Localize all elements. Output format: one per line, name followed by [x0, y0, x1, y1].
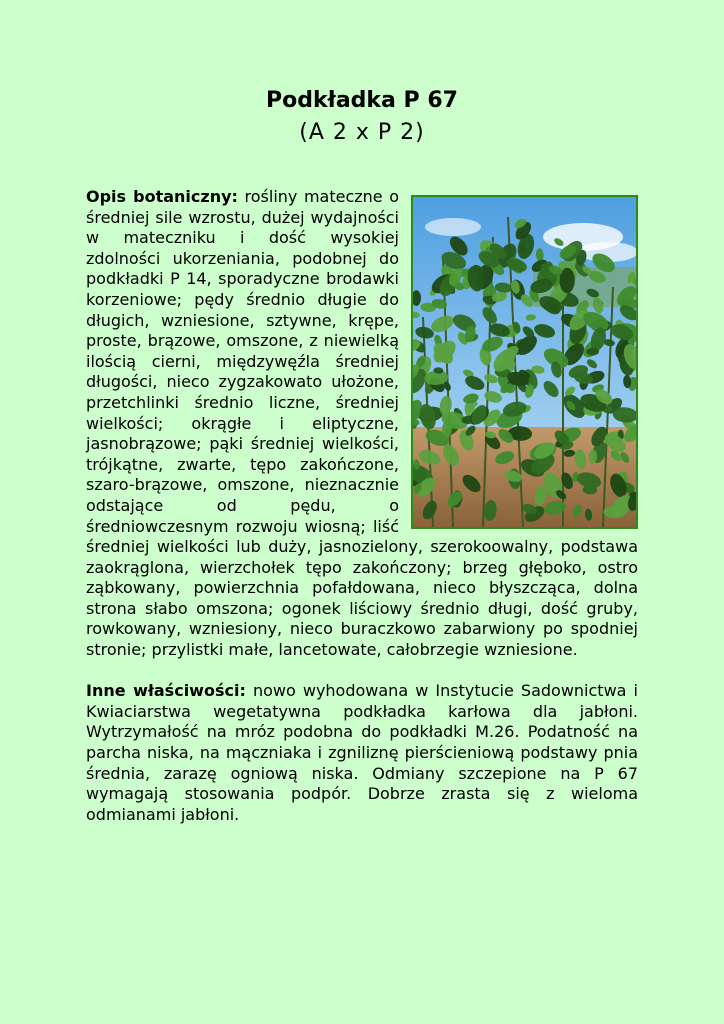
page-subtitle: (A 2 x P 2) — [299, 120, 425, 145]
page-title: Podkładka P 67 — [266, 88, 458, 113]
other-text: nowo wyhodowana w Instytucie Sadownictwa i Kwiaciarstwa wegetatywna podkładka karłowa dla jabłoni. Wytrzymałość na mróz podobna do podkładki M.26. Podatność na parcha niska, na mączniaka i zgniliznę pierścieniową podstawy pnia średnia, zarazę ogniową niska. Odmiany szczepione na P 67 wymagają stosowania podpór. Dobrze zrasta się z wieloma odmianami jabłoni. — [86, 681, 639, 824]
plant-photo-image — [413, 197, 636, 527]
other-label: Inne właściwości: — [86, 681, 246, 701]
botanical-text: rośliny mateczne o średniej sile wzrostu, dużej wydajności w mateczniku i dość wysokiej zdolności ukorzeniania, podobnej do podkładki P 14, sporadyczne brodawki korzeniowe; pędy średnio długie do długich, wzniesione, sztywne, krępe, proste, brązowe, omszone, z niewielką ilością cierni, międzywęźla średniej długości, nieco zygzakowato ułożone, przetchlinki średnio liczne, średniej wielkości; okrągłe i eliptyczne, jasnobrązowe; pąki średniej wielkości, trójkątne, zwarte, tępo zakończone, szaro-brązowe, omszone, nieznacznie odstające od pędu, o średniowczesnym rozwoju wiosną; liść średniej wielkości lub duży, jasnozielony, szerokoowalny, podstawa zaokrąglona, wierzchołek tępo zakończony; brzeg głęboko, ostro ząbkowany, powierzchnia pofałdowana, nieco błyszcząca, dolna strona słabo omszona; ogonek liściowy średnio długi, dość gruby, rowkowany, wzniesiony, nieco buraczkowo zabarwiony po spodniej stronie; przylistki małe, lancetowate, całobrzegie wzniesione. — [86, 187, 638, 660]
botanical-label: Opis botaniczny: — [86, 187, 238, 206]
document-body — [86, 187, 638, 825]
rootstock-photo — [411, 195, 638, 529]
other-properties — [86, 681, 638, 825]
